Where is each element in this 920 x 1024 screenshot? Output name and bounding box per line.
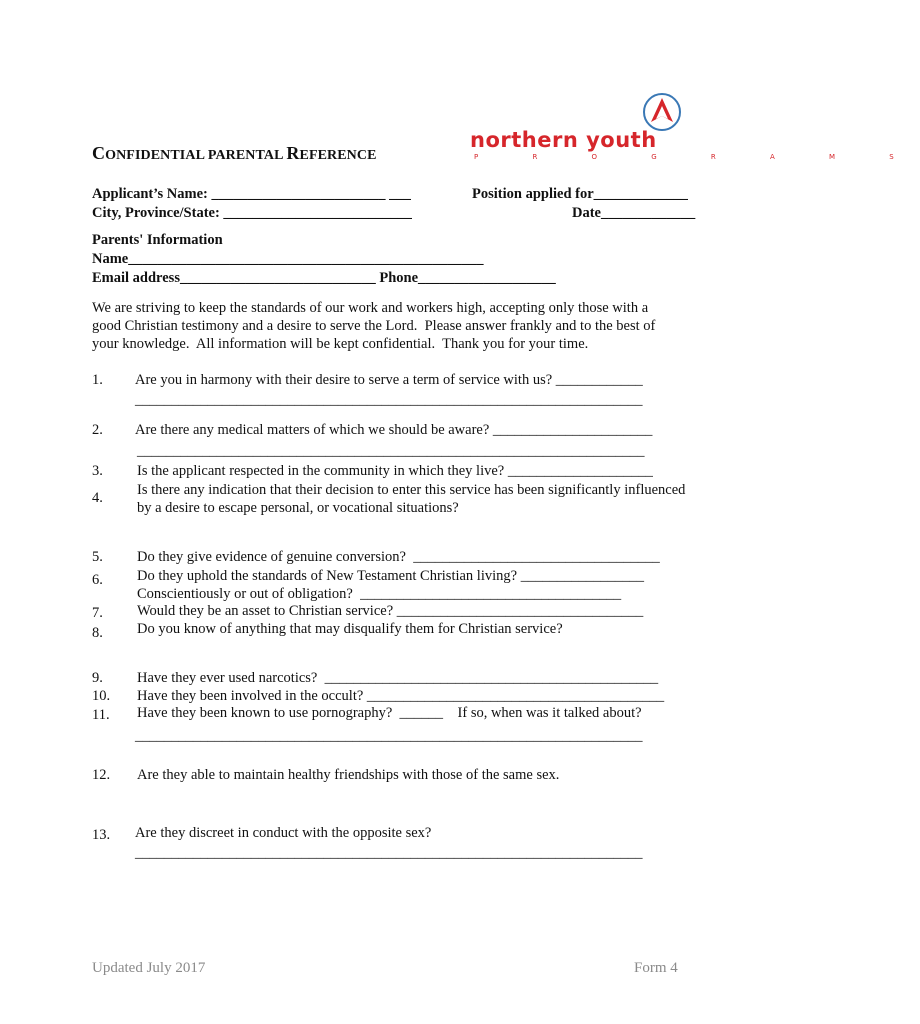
- email-label: Email address: [92, 270, 180, 286]
- question-number: 8.: [92, 625, 103, 641]
- question-number: 7.: [92, 605, 103, 621]
- parents-info-heading: Parents' Information: [92, 232, 223, 248]
- intro-line: We are striving to keep the standards of our work and workers high, accepting only those with a: [92, 300, 649, 316]
- position-applied-field[interactable]: Position applied for_____________: [472, 186, 688, 202]
- question-number: 4.: [92, 490, 103, 506]
- question-text: Is there any indication that their decision to enter this service has been significantly influenced: [137, 482, 686, 498]
- logo-wordmark: northern youth: [470, 128, 657, 152]
- phone-field[interactable]: ___________________: [418, 270, 556, 286]
- answer-line[interactable]: ______________________________________________________________________: [137, 443, 645, 459]
- question-text: Do they give evidence of genuine conversion? __________________________________: [137, 549, 660, 565]
- footer-updated-date: Updated July 2017: [92, 960, 206, 976]
- question-text: Have they been involved in the occult? _________________________________________: [137, 688, 665, 704]
- question-text: Are they able to maintain healthy friendships with those of the same sex.: [137, 767, 560, 783]
- question-number: 9.: [92, 670, 103, 686]
- question-number: 13.: [92, 827, 111, 843]
- question-text: Have they been known to use pornography? ______ If so, when was it talked about?: [137, 705, 642, 721]
- phone-label: Phone: [379, 270, 419, 286]
- question-text: Is the applicant respected in the community in which they live? ____________________: [137, 463, 653, 479]
- question-text: Have they ever used narcotics? ______________________________________________: [137, 670, 659, 686]
- logo-subtitle: P R O G R A M S: [474, 153, 920, 161]
- logo-icon: [642, 92, 682, 132]
- date-field[interactable]: Date_____________: [572, 205, 696, 221]
- footer-form-number: Form 4: [634, 960, 678, 976]
- answer-line[interactable]: ______________________________________________________________________: [135, 392, 643, 408]
- question-text: Do they uphold the standards of New Testament Christian living? _________________: [137, 568, 644, 584]
- question-number: 3.: [92, 463, 103, 479]
- question-text: Are they discreet in conduct with the opposite sex?: [135, 825, 432, 841]
- question-number: 2.: [92, 422, 103, 438]
- intro-line: good Christian testimony and a desire to serve the Lord. Please answer frankly and to the best of: [92, 318, 656, 334]
- page-title: CONFIDENTIAL PARENTAL REFERENCE: [92, 143, 377, 163]
- question-number: 11.: [92, 707, 110, 723]
- answer-line[interactable]: ______________________________________________________________________: [135, 845, 643, 861]
- parent-email-phone-row: [92, 270, 556, 287]
- question-number: 10.: [92, 688, 111, 704]
- logo: [470, 92, 920, 162]
- applicant-city-field[interactable]: City, Province/State: __________________________: [92, 205, 412, 221]
- intro-line: your knowledge. All information will be kept confidential. Thank you for your time.: [92, 336, 589, 352]
- question-text: by a desire to escape personal, or vocational situations?: [137, 500, 459, 516]
- question-text: Are you in harmony with their desire to serve a term of service with us? ____________: [135, 372, 643, 388]
- question-text: Are there any medical matters of which we should be aware? ______________________: [135, 422, 653, 438]
- email-field[interactable]: ___________________________: [179, 270, 376, 286]
- question-number: 1.: [92, 372, 103, 388]
- question-text: Do you know of anything that may disqualify them for Christian service?: [137, 621, 563, 637]
- question-number: 12.: [92, 767, 111, 783]
- answer-line[interactable]: ______________________________________________________________________: [135, 728, 643, 744]
- applicant-name-field[interactable]: Applicant’s Name: ________________________ ___: [92, 186, 411, 202]
- question-text: Conscientiously or out of obligation? ____________________________________: [137, 586, 622, 602]
- parent-name-field[interactable]: Name_________________________________________________: [92, 251, 484, 267]
- question-number: 5.: [92, 549, 103, 565]
- question-number: 6.: [92, 572, 103, 588]
- question-text: Would they be an asset to Christian service? __________________________________: [137, 603, 644, 619]
